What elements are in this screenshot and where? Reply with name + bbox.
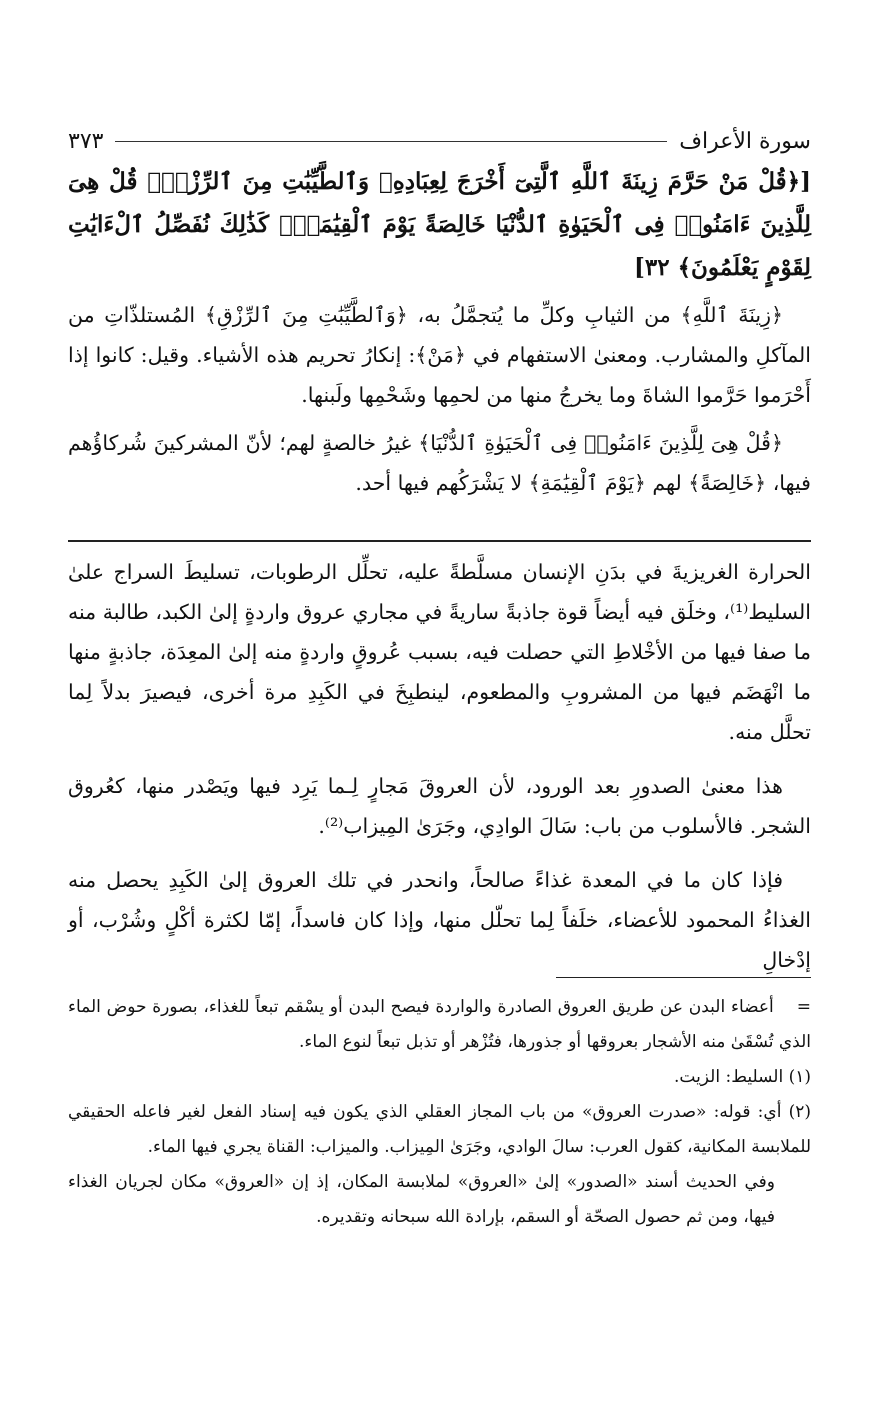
header-rule — [115, 141, 667, 142]
surah-title: سورة الأعراف — [679, 128, 811, 154]
footnote-continuation-text: أعضاء البدن عن طريق العروق الصادرة والواردة فيصح البدن أو يسْقم تبعاً للغذاء، بصورة حوض الماء الذي تُسْقَىٰ منه الأشجار بعروقها أو جذورها، فتُزْهر أو تذبل تبعاً لنوع الماء. — [68, 997, 811, 1052]
body-paragraph: هذا معنىٰ الصدورِ بعد الورود، لأن العروقَ مَجارٍ لِـما يَرِد فيها ويَصْدر منها، كعُروق الشجر. فالأسلوب من باب: سَالَ الوادِي، وجَرَىٰ المِيزاب⁽²⁾. — [68, 774, 811, 838]
quran-verse: [﴿قُلْ مَنْ حَرَّمَ زِينَةَ ٱللَّهِ ٱلَّتِىٓ أَخْرَجَ لِعِبَادِهِۦ وَٱلطَّيِّبَٰتِ مِنَ ٱلرِّزْقِۚ قُلْ هِىَ لِلَّذِينَ ءَامَنُوا۟ فِى ٱلْحَيَوٰةِ ٱلدُّنْيَا خَالِصَةً يَوْمَ ٱلْقِيَٰمَةِۗ كَذَٰلِكَ نُفَصِّلُ ٱلْءَايَٰتِ لِقَوْمٍ يَعْلَمُونَ﴾ ٣٢] — [68, 168, 811, 281]
footnote-2-continued: وفي الحديث أسند «الصدور» إلىٰ «العروق» لملابسة المكان، إذ إن «العروق» مكان لجريان الغذاء فيها، ومن ثم حصول الصحّة أو السقم، بإرادة الله سبحانه وتقديره. — [68, 1172, 775, 1227]
footnote-1: (١) السليط: الزيت. — [673, 1067, 811, 1087]
body-paragraph: فإذا كان ما في المعدة غذاءً صالحاً، وانحدر في تلك العروق إلىٰ الكَبِدِ يحصل منه الغذاءُ المحمود للأعضاء، خلَفاً لِما تحلّل منها، وإذا كان فاسداً، إمّا لكثرة أكْلٍ وشُرْب، أو إدْخالِ — [68, 868, 811, 972]
hadith-explanation — [68, 552, 811, 994]
footnote-2: (٢) أي: قوله: «صدرت العروق» من باب المجاز العقلي الذي يكون فيه إسناد الفعل لغير فاعله الحقيقي للملابسة المكانية، كقول العرب: سالَ الوادي، وجَرَىٰ المِيزاب. والميزاب: القناة يجري فيها الماء. — [68, 1102, 811, 1157]
footnote-continuation — [68, 990, 811, 1060]
commentary-paragraph: ﴿زِينَةَ ٱللَّهِ﴾ من الثيابِ وكلِّ ما يُتجمَّلُ به، ﴿وَٱلطَّيِّبَٰتِ مِنَ ٱلرِّزْقِ﴾ المُستلذّاتِ من المآكلِ والمشارب. ومعنىٰ الاستفهام في ﴿مَنْ﴾: إنكارُ تحريم هذه الأشياء. وقيل: كانوا إذا أَحْرَموا حَرَّموا الشاةَ وما يخرجُ منها من لحمِها وشَحْمِها ولَبنها. — [68, 303, 811, 407]
footnotes — [68, 990, 811, 1235]
page-number: ٣٧٣ — [68, 128, 104, 154]
commentary-paragraph: ﴿قُلْ هِىَ لِلَّذِينَ ءَامَنُوا۟ فِى ٱلْحَيَوٰةِ ٱلدُّنْيَا﴾ غيرُ خالصةٍ لهم؛ لأنّ المشركينَ شُركاؤُهم فيها، ﴿خَالِصَةً﴾ لهم ﴿يَوْمَ ٱلْقِيَٰمَةِ﴾ لا يَشْرَكُهم فيها أحد. — [68, 431, 811, 495]
running-header — [68, 126, 811, 156]
section-divider — [68, 540, 811, 542]
commentary — [68, 295, 811, 511]
body-paragraph: الحرارة الغريزيةَ في بدَنِ الإنسان مسلَّطةً عليه، تحلِّل الرطوبات، تسليطَ السراج علىٰ السليط⁽¹⁾، وخلَق فيه أيضاً قوة جاذبةً ساريةً في مجاري عروق واردةٍ إلىٰ الكبد، طالبة منه ما صفا فيها من الأخْلاطِ التي حصلت فيه، بسبب عُروقٍ واردةٍ منه إلىٰ المعِدَة، جاذبةٍ منها ما انْهَضَم فيها من المشروبِ والمطعوم، لينطبِخَ في الكَبِدِ مرة أخرى، فيصيرَ بدلاً لِما تحلَّل منه. — [68, 560, 811, 744]
continuation-mark: = — [796, 997, 811, 1017]
footnote-rule — [556, 977, 811, 978]
